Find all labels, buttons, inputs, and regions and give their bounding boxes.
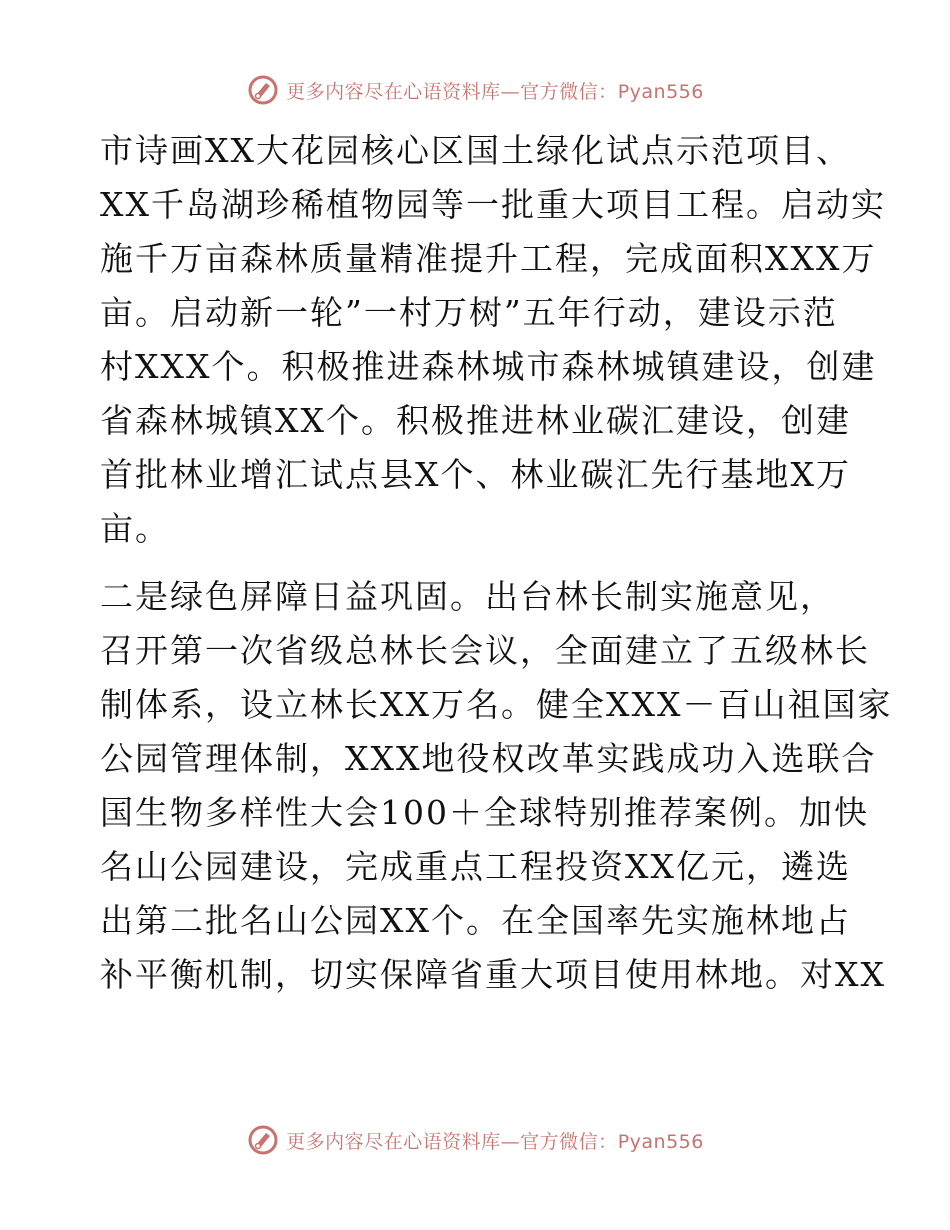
paragraph-1 [100, 124, 886, 556]
banner-separator: — [500, 80, 521, 103]
text-line: 国生物多样性大会100＋全球特别推荐案例。加快 [100, 793, 869, 832]
banner-slogan: 更多内容尽在心语资料库 [286, 80, 501, 103]
banner-wechat-id: Pyan556 [617, 1130, 704, 1153]
text-line: 村XXX个。积极推进森林城市森林城镇建设，创建 [100, 347, 877, 386]
header-banner-text [286, 77, 704, 104]
text-line: 补平衡机制，切实保障省重大项目使用林地。对XX [100, 955, 886, 994]
paragraph-2 [100, 570, 893, 1002]
text-line: 施千万亩森林质量精准提升工程，完成面积XXX万 [100, 239, 877, 278]
header-banner [0, 70, 950, 110]
text-line: 公园管理体制，XXX地役权改革实践成功入选联合 [100, 739, 877, 778]
text-line: 出第二批名山公园XX个。在全国率先实施林地占 [100, 901, 851, 940]
text-line: XX千岛湖珍稀植物园等一批重大项目工程。启动实 [100, 185, 886, 224]
text-line: 名山公园建设，完成重点工程投资XX亿元，遴选 [100, 847, 851, 886]
text-line: 制体系，设立林长XX万名。健全XXX－百山祖国家 [100, 685, 893, 724]
body-text [100, 124, 893, 1002]
banner-separator: — [500, 1130, 521, 1153]
text-line: 首批林业增汇试点县X个、林业碳汇先行基地X万 [100, 455, 851, 494]
banner-wechat-id: Pyan556 [617, 80, 704, 103]
text-line: 省森林城镇XX个。积极推进林业碳汇建设，创建 [100, 401, 851, 440]
text-line: 市诗画XX大花园核心区国土绿化试点示范项目、 [100, 131, 851, 170]
text-line: 二是绿色屏障日益巩固。出台林长制实施意见， [100, 577, 835, 616]
footer-banner-text [286, 1127, 704, 1154]
book-pen-logo-icon [246, 73, 280, 107]
text-line: 召开第一次省级总林长会议，全面建立了五级林长 [100, 631, 870, 670]
banner-wechat-label: 官方微信： [520, 1130, 618, 1153]
banner-wechat-label: 官方微信： [520, 80, 618, 103]
footer-banner [0, 1120, 950, 1160]
book-pen-logo-icon [246, 1123, 280, 1157]
text-line: 亩。启动新一轮”一村万树”五年行动，建设示范 [100, 293, 838, 332]
text-line: 亩。 [100, 509, 170, 548]
banner-slogan: 更多内容尽在心语资料库 [286, 1130, 501, 1153]
